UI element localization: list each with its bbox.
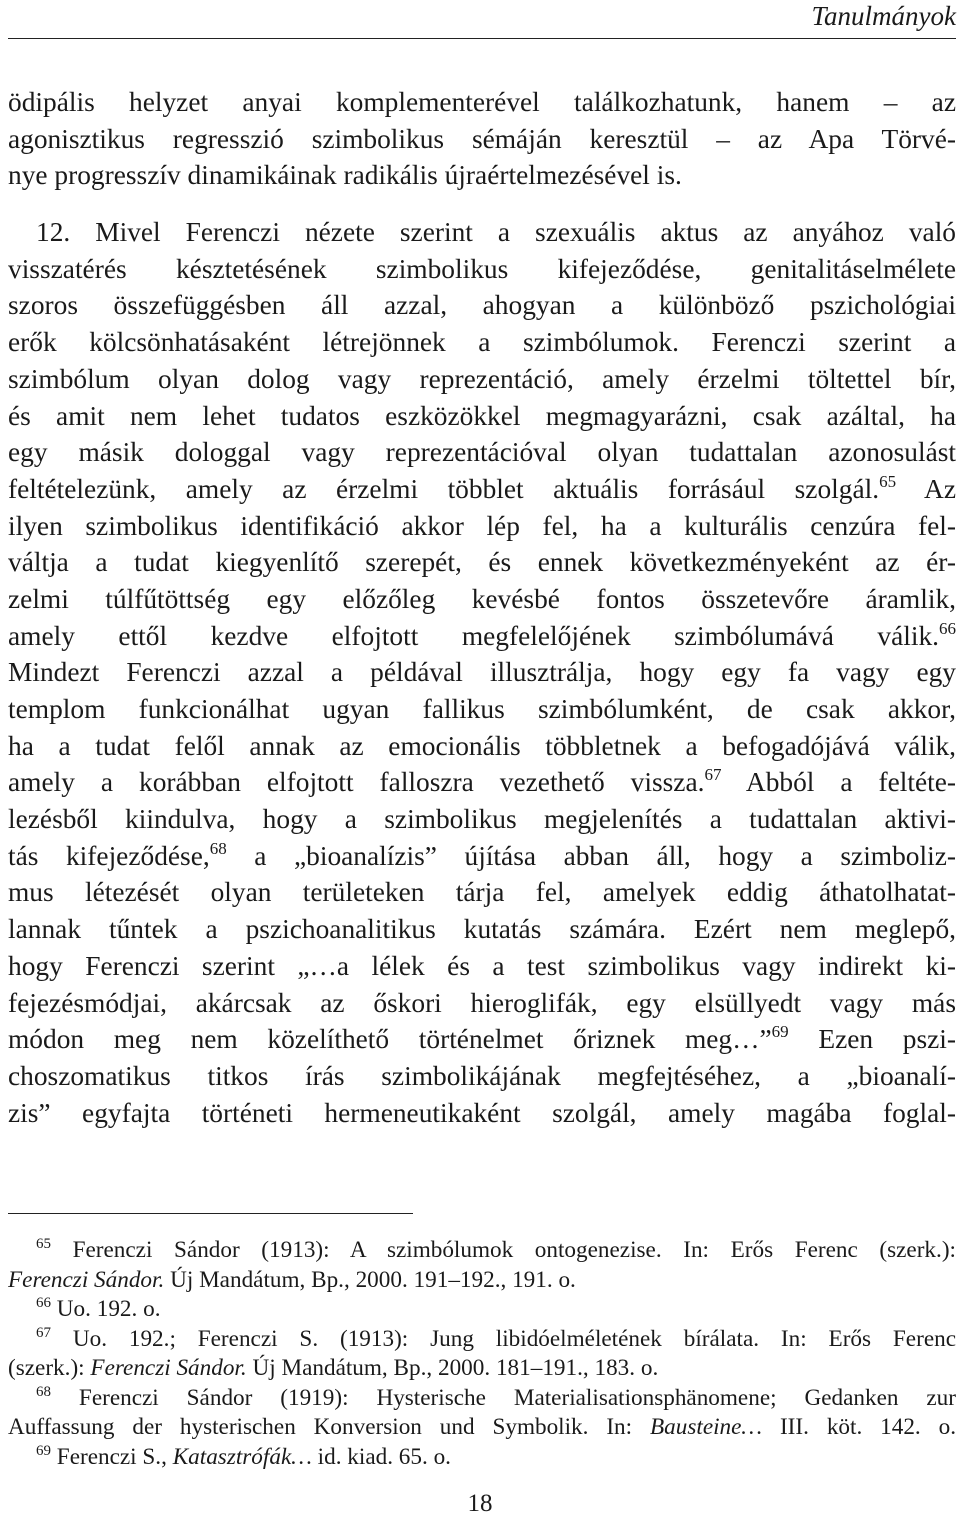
text-line: visszatérés késztetésének szimbolikus kifejeződése, genitalitáselmélete (8, 253, 956, 284)
footnote-ref-67: 67 (704, 765, 722, 785)
text-line: szoros összefüggésben áll azzal, ahogyan a különböző pszichológiai (8, 290, 956, 321)
footnote-text: Auffassung der hysterischen Konversion und Symbolik. In: (8, 1414, 650, 1440)
footnote-italic: Katasztrófák… (172, 1443, 312, 1470)
footnote-65-continued (8, 1266, 956, 1296)
text-line (8, 764, 956, 801)
text-segment: Ezen pszi- (788, 1024, 956, 1055)
footnote-italic: Ferenczi Sándor. (90, 1355, 247, 1381)
footnote-67-continued (8, 1354, 956, 1384)
text-line (8, 471, 956, 508)
footnote-65 (8, 1236, 956, 1266)
footnote-68-continued (8, 1413, 956, 1443)
text-line: Mindezt Ferenczi azzal a példával illusztrálja, hogy egy fa vagy egy (8, 657, 956, 688)
footnote-text: III. köt. 142. o. (762, 1414, 956, 1440)
running-header (8, 0, 956, 39)
footnote-number: 65 (36, 1236, 51, 1252)
text-line: hogy Ferenczi szerint „…a lélek és a test szimbolikus vagy indirekt ki- (8, 950, 956, 981)
paragraph-gap (8, 194, 956, 214)
footnote-69 (8, 1443, 956, 1473)
footnote-text: Új Mandátum, Bp., 2000. 181–191., 183. o. (246, 1355, 659, 1381)
page-number: 18 (467, 1490, 493, 1517)
text-line: choszomatikus titkos írás szimbolikájának megfejtéséhez, a „bioanalí- (8, 1060, 956, 1091)
text-segment: Az (896, 473, 956, 504)
text-segment: Abból a feltéte- (721, 767, 956, 798)
footnote-68 (8, 1384, 956, 1414)
footnote-ref-69: 69 (771, 1022, 789, 1042)
footnote-ref-66: 66 (939, 618, 956, 638)
text-line: ha a tudat felől annak az emocionális többletnek a befogadójává válik, (8, 730, 956, 761)
text-line (8, 618, 956, 655)
text-segment: tás kifejeződése, (8, 840, 210, 871)
text-segment: amely ettől kezdve elfojtott megfelelőjének szimbólumává válik. (8, 620, 939, 651)
footnote-text: Ferenczi S., (51, 1443, 173, 1470)
text-line: agonisztikus regresszió szimbolikus sémáján keresztül – az Apa Törvé- (8, 123, 956, 154)
text-line: templom funkcionálhat ugyan fallikus szimbólumként, de csak akkor, (8, 694, 956, 724)
footnote-text: Uo. 192.; Ferenczi S. (1913): Jung libidóelméletének bírálata. In: Erős Ferenc (51, 1325, 956, 1352)
text-line (8, 838, 956, 875)
footnote-number: 66 (36, 1295, 51, 1311)
footnote-text: id. kiad. 65. o. (311, 1443, 451, 1470)
footnote-text: Ferenczi Sándor (1919): Hysterische Materialisationsphänomene; Gedanken zur (51, 1384, 956, 1411)
footnote-italic: Ferenczi Sándor. (8, 1266, 165, 1293)
footnotes (8, 1236, 956, 1472)
text-line: váltja a tudat kiegyenlítő szerepét, és ennek következményeként az ér- (8, 547, 956, 578)
footnote-66 (8, 1295, 956, 1325)
text-segment: a „bioanalízis” újítása abban áll, hogy a szimboliz- (226, 840, 956, 871)
text-line: lannak tűntek a pszichoanalitikus kutatás számára. Ezért nem meglepő, (8, 914, 956, 945)
footnote-67 (8, 1325, 956, 1355)
footnote-ref-68: 68 (209, 838, 227, 858)
footnote-text: Új Mandátum, Bp., 2000. 191–192., 191. o. (164, 1266, 576, 1293)
text-segment: feltételezünk, amely az érzelmi többlet aktuális forrásául szolgál. (8, 473, 880, 504)
text-line: egy másik dologgal vagy reprezentációval olyan tudattalan azonosulást (8, 437, 956, 468)
footnote-italic: Bausteine… (650, 1414, 763, 1440)
main-text (8, 84, 956, 1131)
text-line: mus létezését olyan területeken tárja fel, amelyek eddig áthatolhatat- (8, 877, 956, 908)
text-segment: módon meg nem közelíthető történelmet őriznek meg…” (8, 1024, 772, 1055)
text-line: erők kölcsönhatásaként létrejönnek a szimbólumok. Ferenczi szerint a (8, 327, 956, 358)
text-line (8, 1021, 956, 1058)
footnote-text: Uo. 192. o. (51, 1296, 161, 1322)
footnote-separator (8, 1213, 413, 1214)
text-line: nye progresszív dinamikáinak radikális újraértelmezésével is. (8, 160, 682, 191)
footnote-number: 67 (36, 1324, 51, 1341)
text-line: lezésből kiindulva, hogy a szimbolikus megjelenítés a tudattalan aktivi- (8, 804, 956, 835)
footnote-ref-65: 65 (879, 471, 897, 491)
text-line: szimbólum olyan dolog vagy reprezentáció, amely érzelmi töltettel bír, (8, 363, 956, 394)
footnote-text: Ferenczi Sándor (1913): A szimbólumok ontogenezise. In: Erős Ferenc (szerk.): (51, 1237, 956, 1263)
text-line: ilyen szimbolikus identifikáció akkor lép fel, ha a kulturális cenzúra fel- (8, 510, 956, 541)
text-line: zelmi túlfűtöttség egy előzőleg kevésbé fontos összetevőre áramlik, (8, 583, 956, 614)
footnote-number: 68 (36, 1383, 51, 1400)
text-segment: amely a korábban elfojtott falloszra vezethető vissza. (8, 767, 705, 798)
text-line: zis” egyfajta történeti hermeneutikaként szolgál, amely magába foglal- (8, 1097, 956, 1128)
running-header-title: Tanulmányok (811, 1, 956, 31)
footnote-text: (szerk.): (8, 1355, 91, 1381)
text-line: 12. Mivel Ferenczi nézete szerint a szexuális aktus az anyához való (36, 217, 956, 248)
text-line: ödipális helyzet anyai komplementerével találkozhatunk, hanem – az (8, 87, 956, 117)
text-line: és amit nem lehet tudatos eszközökkel megmagyarázni, csak azáltal, ha (8, 400, 956, 431)
footnote-number: 69 (36, 1442, 51, 1459)
text-line: fejezésmódjai, akárcsak az őskori hieroglifák, egy elsüllyedt vagy más (8, 987, 956, 1018)
